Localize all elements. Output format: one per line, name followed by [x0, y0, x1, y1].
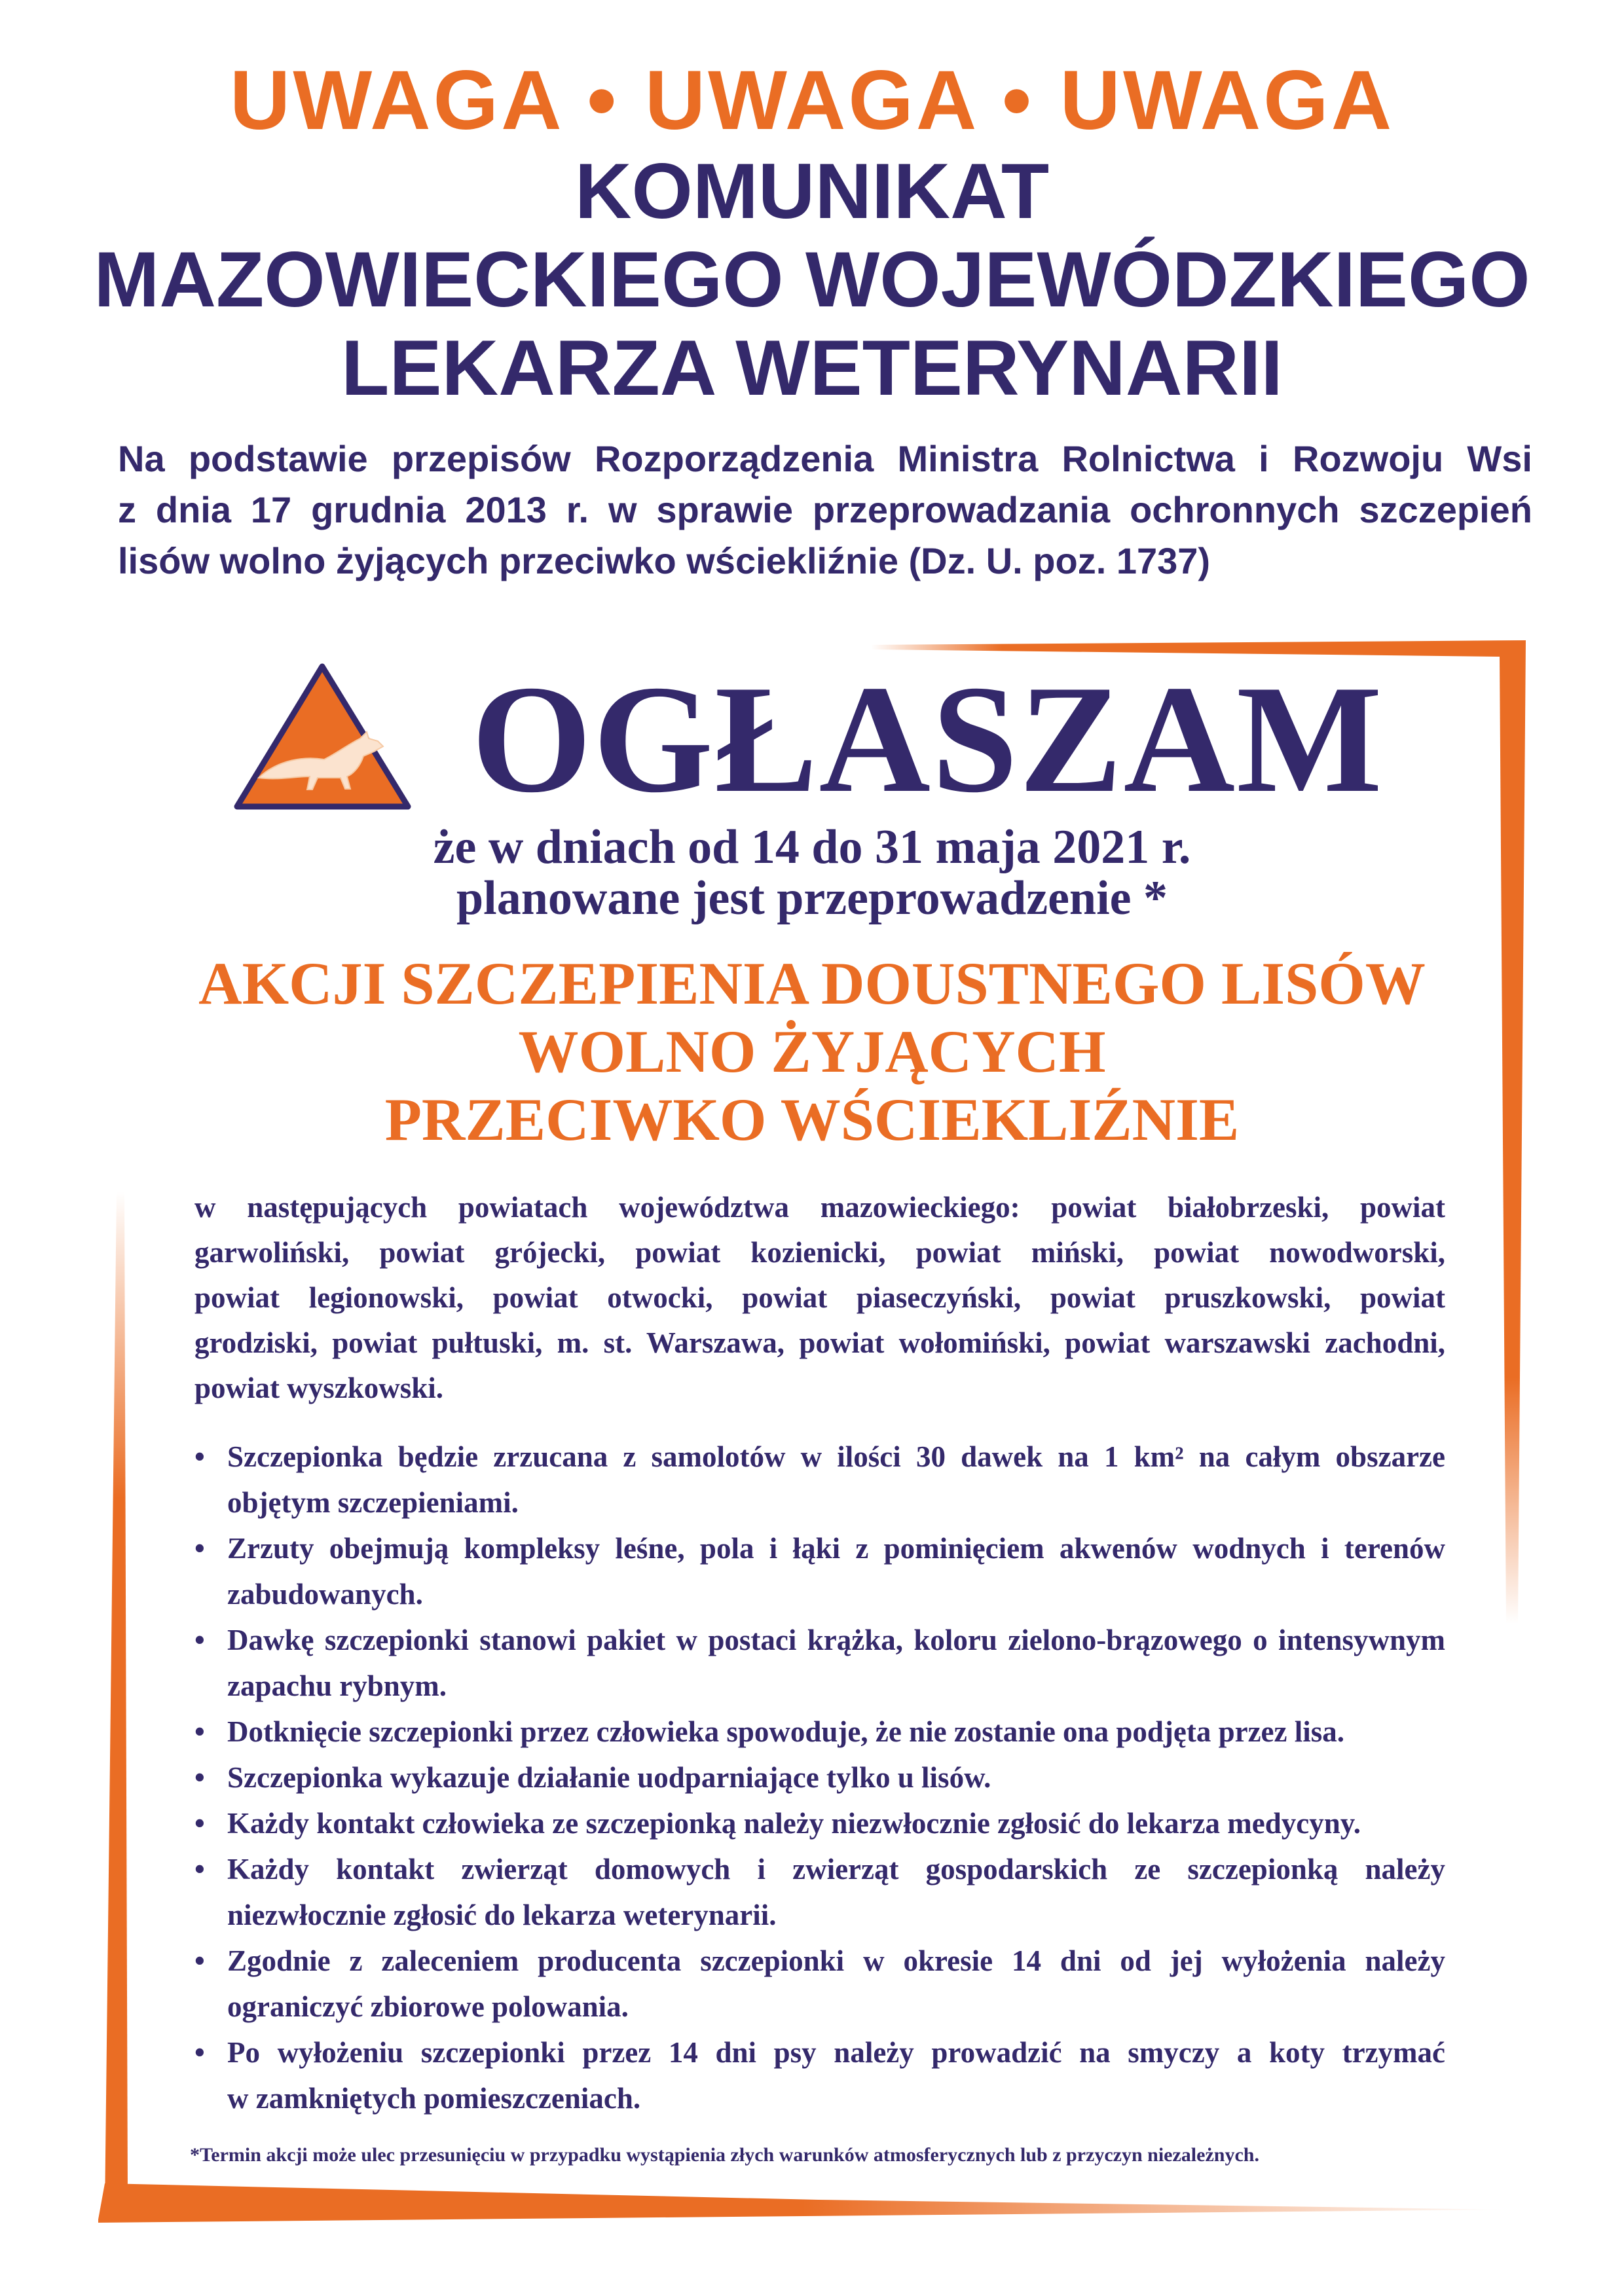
announcement-heading: OGŁASZAM [471, 654, 1384, 825]
bullet-icon: • [194, 2036, 205, 2069]
list-item [194, 1617, 1445, 1709]
list-item-line: w zamkniętych pomieszczeniach. [227, 2082, 641, 2115]
list-item [194, 1846, 1445, 1938]
list-item-line: Zgodnie z zaleceniem producenta szczepionki w okresie 14 dni od jej wyłożenia należy [227, 1944, 1445, 1977]
campaign-title-line: PRZECIWKO WŚCIEKLIŹNIE [384, 1086, 1240, 1153]
districts-line: powiat legionowski, powiat otwocki, powiat piaseczyński, powiat pruszkowski, powiat [194, 1281, 1445, 1314]
title-line-2: MAZOWIECKIEGO WOJEWÓDZKIEGO [94, 236, 1530, 323]
list-item-line: zabudowanych. [227, 1578, 423, 1611]
frame-bottom [98, 2183, 1506, 2223]
list-item-line: Dawkę szczepionki stanowi pakiet w postaci krążka, koloru zielono-brązowego o intensywnym [227, 1624, 1445, 1656]
list-item-line: objętym szczepieniami. [227, 1486, 519, 1519]
list-item-line: niezwłocznie zgłosić do lekarza weterynarii. [227, 1899, 777, 1931]
bullet-icon: • [194, 1944, 205, 1977]
frame-left [105, 1192, 128, 2213]
title-line-3: LEKARZA WETERYNARII [341, 324, 1283, 412]
districts-line: grodziski, powiat pułtuski, m. st. Warszawa, powiat wołomiński, powiat warszawski zachodni, [194, 1326, 1445, 1359]
list-item [194, 1800, 1445, 1846]
legal-basis-line: z dnia 17 grudnia 2013 r. w sprawie przeprowadzania ochronnych szczepień [118, 489, 1532, 530]
legal-basis-line: lisów wolno żyjących przeciwko wściekliźnie (Dz. U. poz. 1737) [118, 540, 1211, 581]
campaign-title [0, 949, 1624, 1154]
list-item-line: Po wyłożeniu szczepionki przez 14 dni psy należy prowadzić na smyczy a koty trzymać [227, 2036, 1445, 2069]
instructions-list [194, 1434, 1445, 2121]
list-item [194, 1434, 1445, 1525]
list-item-line: Każdy kontakt człowieka ze szczepionką należy niezwłocznie zgłosić do lekarza medycyny. [227, 1807, 1361, 1840]
list-item-line: Każdy kontakt zwierząt domowych i zwierząt gospodarskich ze szczepionką należy [227, 1853, 1445, 1886]
footnote: *Termin akcji może ulec przesunięciu w przypadku wystąpienia złych warunków atmosferycznych lub z przyczyn niezależnych. [190, 2144, 1259, 2166]
list-item [194, 1755, 1445, 1800]
campaign-dates [0, 822, 1624, 924]
bullet-icon: • [194, 1624, 205, 1656]
list-item-line: zapachu rybnym. [227, 1669, 447, 1702]
list-item-line: Szczepionka będzie zrzucana z samolotów w ilości 30 dawek na 1 km² na całym obszarze [227, 1440, 1445, 1473]
districts-line: garwoliński, powiat grójecki, powiat kozienicki, powiat miński, powiat nowodworski, [194, 1236, 1445, 1269]
date-line: planowane jest przeprowadzenie * [456, 871, 1168, 925]
list-item [194, 1709, 1445, 1755]
list-item [194, 2030, 1445, 2121]
bullet-icon: • [194, 1761, 205, 1794]
bullet-icon: • [194, 1532, 205, 1565]
bullet-icon: • [194, 1440, 205, 1473]
campaign-title-line: AKCJI SZCZEPIENIA DOUSTNEGO LISÓW [198, 950, 1426, 1017]
legal-basis [118, 433, 1532, 587]
fox-warning-triangle-icon [232, 661, 413, 812]
title-line-1: KOMUNIKAT [574, 147, 1050, 235]
list-item-line: Zrzuty obejmują kompleksy leśne, pola i łąki z pominięciem akwenów wodnych i terenów [227, 1532, 1445, 1565]
list-item-line: Szczepionka wykazuje działanie uodparniające tylko u lisów. [227, 1761, 991, 1794]
warning-banner: UWAGA • UWAGA • UWAGA [229, 54, 1395, 147]
list-item [194, 1525, 1445, 1617]
date-line: że w dniach od 14 do 31 maja 2021 r. [433, 820, 1191, 874]
legal-basis-line: Na podstawie przepisów Rozporządzenia Ministra Rolnictwa i Rozwoju Wsi [118, 438, 1532, 479]
campaign-title-line: WOLNO ŻYJĄCYCH [518, 1018, 1106, 1085]
bullet-icon: • [194, 1853, 205, 1886]
districts-paragraph [194, 1185, 1445, 1411]
districts-line: w następujących powiatach województwa mazowieckiego: powiat białobrzeski, powiat [194, 1191, 1445, 1224]
list-item-line: Dotknięcie szczepionki przez człowieka spowoduje, że nie zostanie ona podjęta przez lisa. [227, 1715, 1345, 1748]
districts-line: powiat wyszkowski. [194, 1372, 444, 1404]
bullet-icon: • [194, 1807, 205, 1840]
bullet-icon: • [194, 1715, 205, 1748]
list-item-line: ograniczyć zbiorowe polowania. [227, 1990, 629, 2023]
list-item [194, 1938, 1445, 2030]
